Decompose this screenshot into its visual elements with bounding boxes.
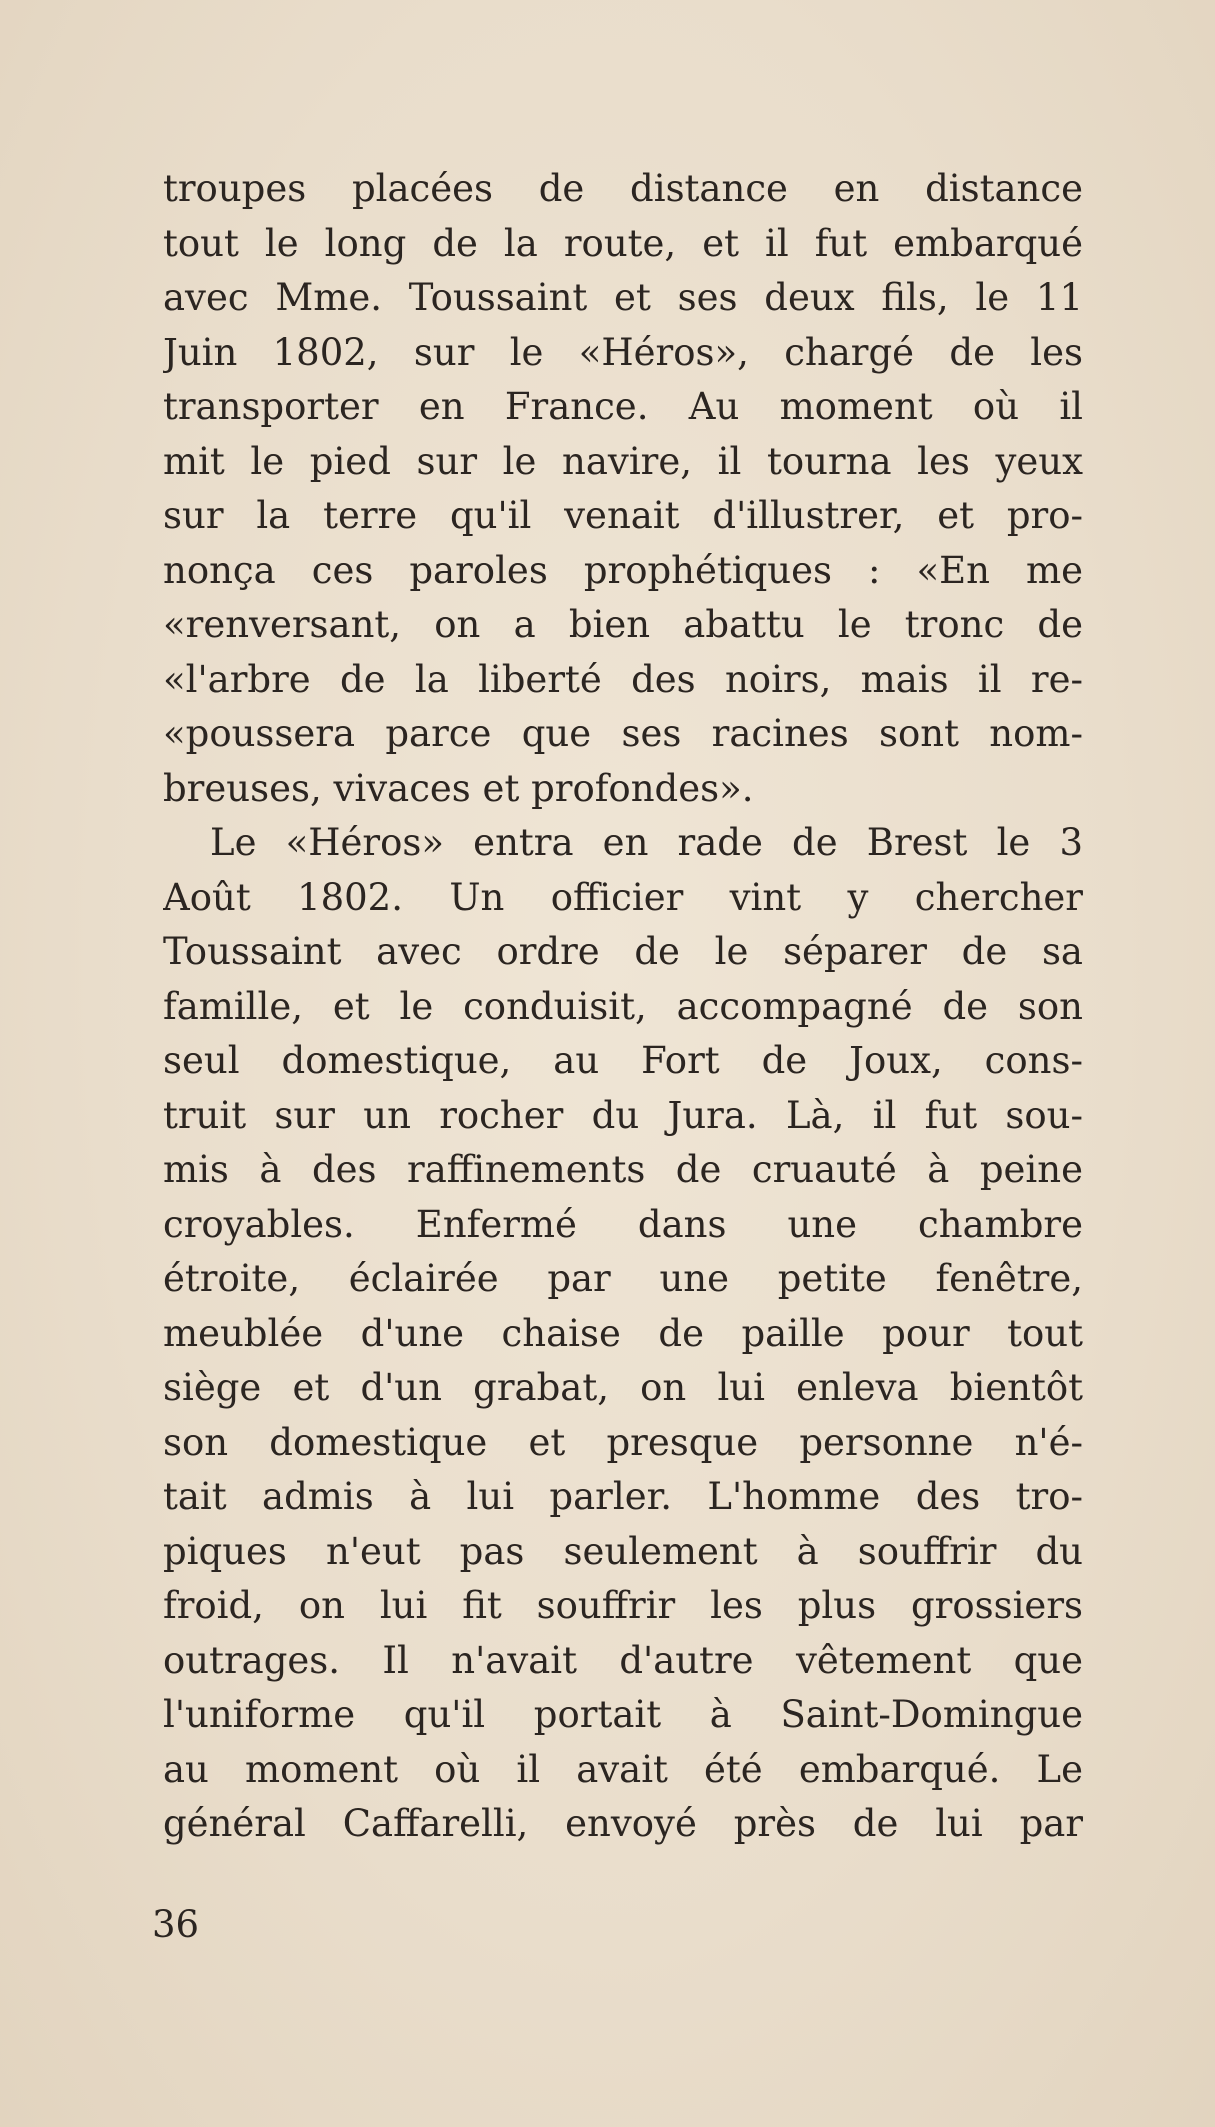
text-line: mis à des raffinements de cruauté à peine: [163, 1148, 1083, 1191]
text-line: siège et d'un grabat, on lui enleva bientôt: [163, 1366, 1083, 1409]
text-line: breuses, vivaces et profondes».: [163, 766, 754, 810]
text-line: avec Mme. Toussaint et ses deux fils, le 11: [163, 276, 1083, 319]
text-line: Juin 1802, sur le «Héros», chargé de les: [163, 330, 1083, 374]
text-line: croyables. Enfermé dans une chambre: [163, 1202, 1083, 1246]
text-line: meublée d'une chaise de paille pour tout: [163, 1311, 1083, 1355]
paragraph-2: [163, 816, 1083, 1852]
text-line: mit le pied sur le navire, il tourna les yeux: [163, 439, 1083, 483]
text-line: transporter en France. Au moment où il: [163, 385, 1083, 428]
text-line: sur la terre qu'il venait d'illustrer, et pro-: [163, 494, 1083, 537]
page-number: 36: [152, 1903, 200, 1946]
text-line: étroite, éclairée par une petite fenêtre,: [163, 1257, 1083, 1300]
text-line: outrages. Il n'avait d'autre vêtement que: [163, 1638, 1083, 1682]
text-line: son domestique et presque personne n'é-: [163, 1420, 1083, 1464]
text-line: Toussaint avec ordre de le séparer de sa: [163, 930, 1083, 973]
text-line: troupes placées de distance en distance: [163, 167, 1083, 210]
text-line: froid, on lui fit souffrir les plus grossiers: [163, 1584, 1083, 1627]
text-line: «renversant, on a bien abattu le tronc de: [163, 603, 1083, 646]
text-line: famille, et le conduisit, accompagné de son: [163, 984, 1083, 1028]
text-line: «l'arbre de la liberté des noirs, mais il re-: [163, 657, 1083, 701]
text-line: «poussera parce que ses racines sont nom-: [163, 712, 1083, 755]
text-line: Août 1802. Un officier vint y chercher: [163, 875, 1083, 919]
text-line: piques n'eut pas seulement à souffrir du: [163, 1529, 1083, 1573]
text-line: truit sur un rocher du Jura. Là, il fut sou-: [163, 1093, 1083, 1137]
text-line: nonça ces paroles prophétiques : «En me: [163, 548, 1083, 592]
text-line: tait admis à lui parler. L'homme des tro-: [163, 1475, 1083, 1518]
body-text: [163, 162, 1083, 1852]
paragraph-1: [163, 162, 1083, 816]
text-line: tout le long de la route, et il fut embarqué: [163, 221, 1083, 265]
text-line: seul domestique, au Fort de Joux, cons-: [163, 1039, 1083, 1082]
text-line: Le «Héros» entra en rade de Brest le 3: [210, 821, 1083, 864]
text-line: l'uniforme qu'il portait à Saint-Domingue: [163, 1693, 1083, 1736]
text-line: au moment où il avait été embarqué. Le: [163, 1747, 1083, 1791]
text-line: général Caffarelli, envoyé près de lui par: [163, 1802, 1083, 1845]
